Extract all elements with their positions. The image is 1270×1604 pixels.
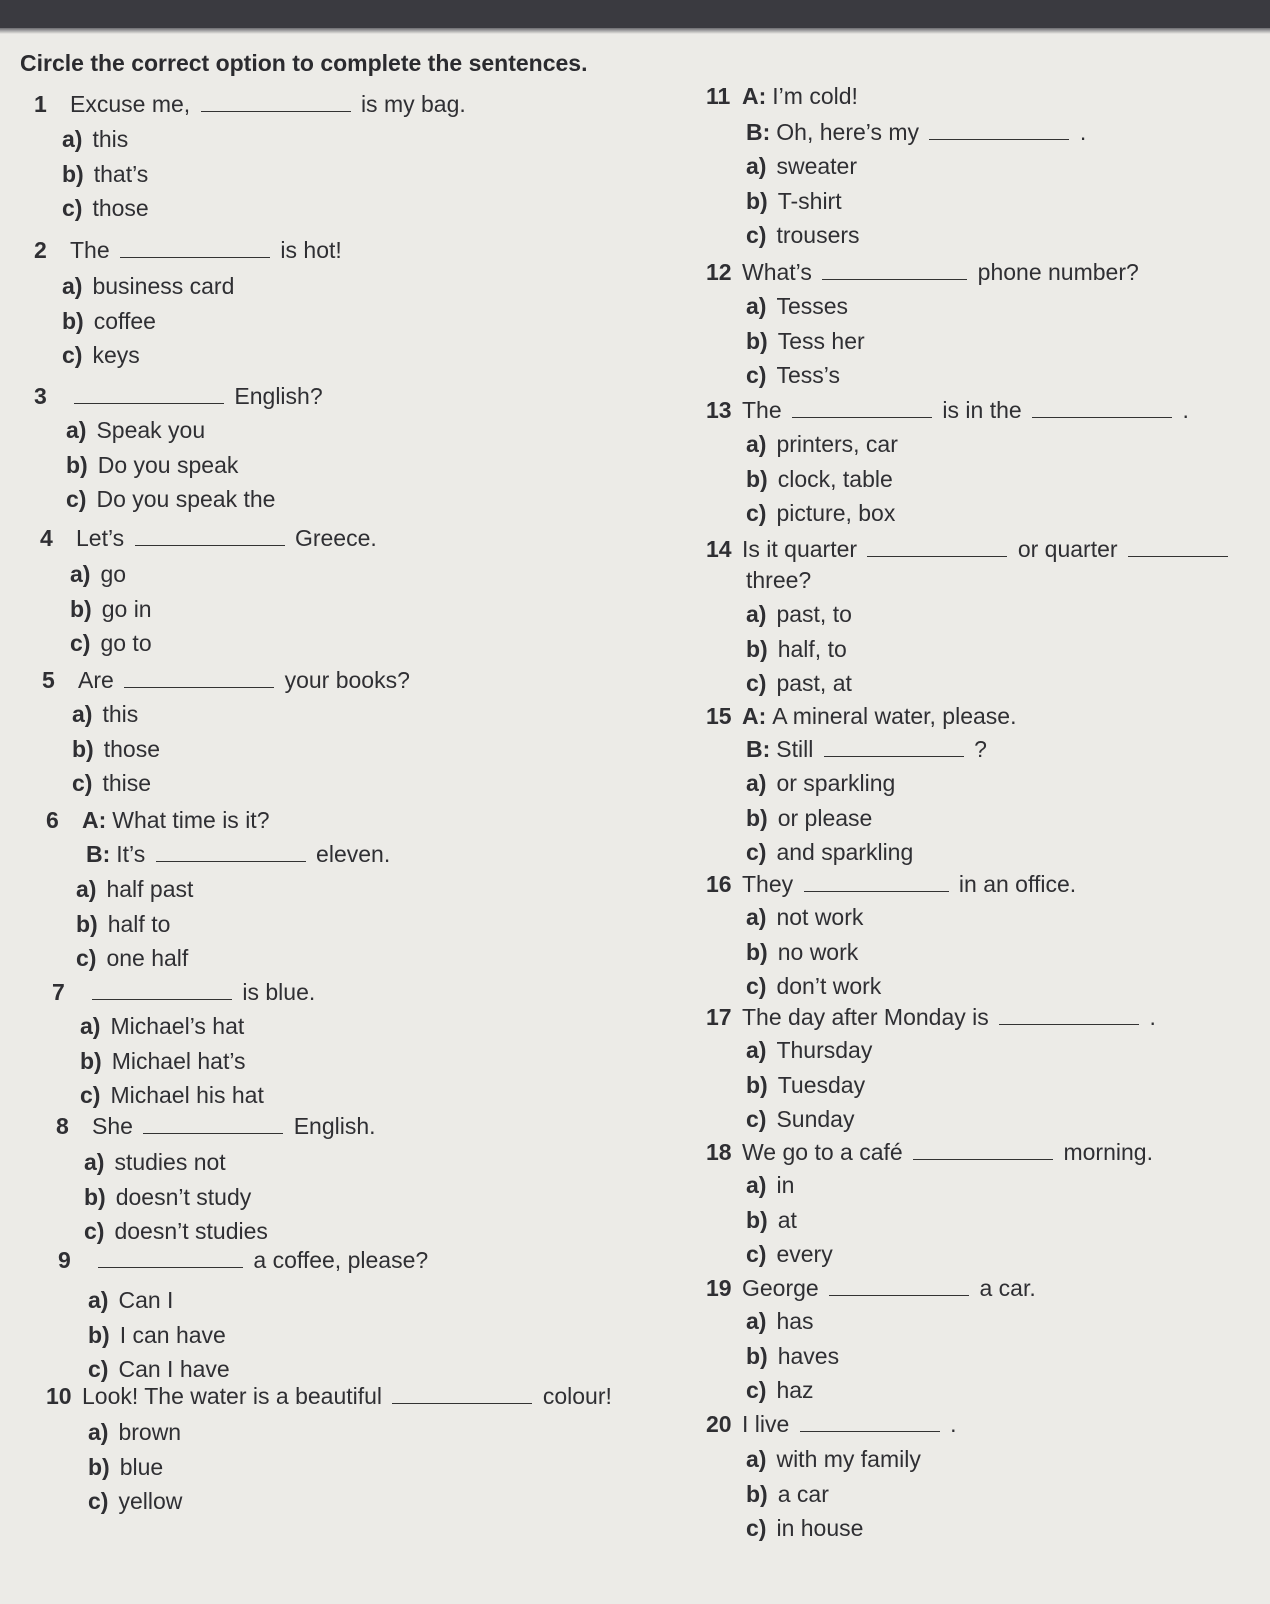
option-letter: b) [746, 1071, 768, 1098]
question-text: eleven. [316, 841, 391, 867]
option-text: Michael his hat [110, 1082, 264, 1108]
option-text: haz [776, 1377, 814, 1403]
option-text: no work [777, 938, 859, 965]
option-letter: b) [746, 635, 768, 662]
option-text: Tess’s [776, 362, 840, 388]
answer-option[interactable] [746, 903, 863, 931]
answer-option[interactable] [746, 1445, 921, 1473]
question-number: 16 [706, 871, 732, 897]
option-text: haves [777, 1342, 840, 1369]
question-line [706, 1410, 956, 1438]
answer-option[interactable] [746, 1514, 863, 1542]
option-text: I can have [119, 1321, 226, 1348]
answer-option[interactable] [70, 629, 152, 657]
option-letter: c) [66, 486, 87, 512]
option-letter: c) [746, 973, 767, 999]
answer-option[interactable] [72, 700, 138, 728]
answer-option[interactable] [62, 341, 140, 369]
option-text: that’s [93, 160, 149, 187]
question-line-2 [746, 566, 811, 594]
answer-blank[interactable] [92, 979, 232, 1000]
option-text: this [102, 701, 139, 727]
answer-blank[interactable] [792, 397, 932, 418]
option-letter: b) [746, 1480, 768, 1507]
option-letter: c) [746, 670, 767, 696]
answer-option[interactable] [746, 938, 858, 966]
option-letter: c) [72, 770, 93, 796]
option-letter: a) [746, 1446, 767, 1472]
answer-option[interactable] [746, 465, 893, 493]
answer-option[interactable] [62, 272, 234, 300]
option-text: or sparkling [776, 770, 896, 796]
speaker-label: A: [742, 703, 767, 729]
question-text: or quarter [1017, 536, 1118, 562]
option-text: brown [118, 1419, 182, 1445]
option-letter: b) [746, 187, 768, 214]
question-number: 11 [706, 83, 731, 109]
answer-option[interactable] [746, 972, 881, 1000]
question-text: phone number? [977, 259, 1139, 285]
answer-option[interactable] [66, 416, 205, 444]
option-letter: b) [62, 307, 84, 334]
answer-option[interactable] [746, 1105, 854, 1133]
question-number: 9 [58, 1247, 71, 1273]
option-text: half, to [777, 635, 847, 662]
answer-blank[interactable] [120, 237, 270, 258]
answer-option[interactable] [70, 595, 152, 623]
option-letter: a) [88, 1419, 109, 1445]
option-letter: b) [80, 1047, 102, 1074]
option-text: doesn’t studies [114, 1218, 268, 1244]
answer-blank[interactable] [156, 841, 306, 862]
answer-option[interactable] [746, 1171, 794, 1199]
speaker-label: A: [742, 83, 767, 109]
answer-blank[interactable] [867, 536, 1007, 557]
question-text: . [1079, 119, 1087, 145]
answer-blank[interactable] [74, 383, 224, 404]
question-text: Oh, here’s my [776, 119, 920, 145]
answer-option[interactable] [80, 1081, 264, 1109]
answer-option[interactable] [62, 160, 148, 188]
question-line [42, 666, 410, 694]
answer-option[interactable] [746, 221, 860, 249]
answer-option[interactable] [70, 560, 126, 588]
option-letter: c) [62, 195, 83, 221]
option-text: go to [100, 630, 152, 656]
question-line [706, 870, 1076, 898]
question-line-2 [86, 840, 390, 868]
question-number: 2 [34, 237, 47, 263]
option-text: Thursday [776, 1037, 873, 1063]
answer-option[interactable] [88, 1453, 163, 1481]
question-text: Is it quarter [742, 536, 858, 562]
option-text: has [776, 1308, 814, 1334]
option-letter: c) [746, 500, 767, 526]
question-text: The [742, 397, 782, 423]
question-text: is my bag. [360, 91, 466, 117]
question-number: 18 [706, 1139, 732, 1165]
answer-option[interactable] [746, 1240, 833, 1268]
question-number: 19 [706, 1275, 732, 1301]
option-letter: b) [746, 327, 768, 354]
option-text: trousers [776, 222, 860, 248]
option-letter: b) [746, 938, 768, 965]
speaker-label: B: [86, 841, 111, 867]
option-text: Tesses [776, 293, 849, 319]
option-text: blue [119, 1453, 164, 1480]
question-text: Look! The water is a beautiful [82, 1383, 383, 1409]
answer-option[interactable] [88, 1286, 173, 1314]
answer-option[interactable] [746, 1071, 865, 1099]
question-number: 8 [56, 1113, 69, 1139]
option-letter: a) [746, 1037, 767, 1063]
question-text: ? [974, 736, 987, 762]
option-letter: a) [84, 1149, 105, 1175]
question-number: 3 [34, 383, 47, 409]
answer-option[interactable] [746, 1036, 872, 1064]
option-text: picture, box [776, 500, 896, 526]
question-text: English? [234, 383, 323, 409]
answer-blank[interactable] [913, 1139, 1053, 1160]
question-text: Still [776, 736, 814, 762]
answer-option[interactable] [84, 1217, 268, 1245]
answer-blank[interactable] [829, 1275, 969, 1296]
option-text: past, at [776, 670, 852, 696]
question-number: 1 [34, 91, 47, 117]
question-line [34, 382, 323, 410]
question-text: They [742, 871, 794, 897]
option-letter: c) [746, 1377, 767, 1403]
option-text: studies not [114, 1149, 226, 1175]
option-text: Michael’s hat [110, 1013, 245, 1039]
question-text: English. [293, 1113, 376, 1139]
question-number: 7 [52, 979, 65, 1005]
question-number: 14 [706, 536, 732, 562]
answer-option[interactable] [62, 125, 128, 153]
option-text: those [92, 195, 149, 221]
answer-option[interactable] [76, 910, 170, 938]
question-text: . [1149, 1004, 1156, 1030]
question-text: in an office. [958, 871, 1077, 897]
answer-option[interactable] [746, 769, 895, 797]
question-line [56, 1112, 376, 1140]
answer-option[interactable] [746, 1342, 839, 1370]
answer-option[interactable] [746, 361, 840, 389]
answer-option[interactable] [746, 1206, 797, 1234]
option-text: half to [107, 910, 171, 937]
option-letter: b) [746, 1342, 768, 1369]
question-text: The day after Monday is [742, 1004, 989, 1030]
answer-option[interactable] [80, 1012, 244, 1040]
answer-blank[interactable] [1128, 536, 1228, 557]
answer-option[interactable] [746, 804, 872, 832]
question-line [706, 1138, 1153, 1166]
question-text: Excuse me, [70, 91, 191, 117]
question-text: a coffee, please? [253, 1247, 429, 1273]
speaker-label: A: [82, 807, 107, 833]
option-text: those [103, 735, 160, 762]
option-text: not work [776, 904, 864, 930]
answer-option[interactable] [746, 1376, 814, 1404]
option-letter: c) [84, 1218, 105, 1244]
option-text: clock, table [777, 465, 893, 492]
option-text: Can I have [118, 1356, 230, 1382]
question-text: . [1182, 397, 1189, 423]
option-text: Tess her [777, 327, 865, 354]
question-line [706, 702, 1016, 730]
option-text: business card [92, 273, 235, 299]
option-text: Tuesday [777, 1071, 866, 1098]
option-letter: a) [88, 1287, 109, 1313]
question-number: 10 [46, 1383, 72, 1409]
option-letter: c) [70, 630, 91, 656]
speaker-label: B: [746, 736, 771, 762]
question-line [706, 1274, 1036, 1302]
answer-option[interactable] [746, 838, 913, 866]
option-letter: c) [746, 1515, 767, 1541]
question-line [34, 90, 466, 118]
answer-blank[interactable] [135, 525, 285, 546]
option-text: go in [101, 595, 152, 622]
option-letter: b) [76, 910, 98, 937]
option-letter: a) [70, 561, 91, 587]
option-text: in house [776, 1515, 864, 1541]
answer-option[interactable] [746, 1307, 814, 1335]
option-text: T-shirt [777, 187, 842, 214]
option-letter: a) [746, 293, 767, 319]
answer-blank[interactable] [929, 119, 1069, 140]
option-text: one half [106, 945, 189, 971]
option-text: every [776, 1241, 833, 1267]
question-text: a car. [979, 1275, 1036, 1301]
option-text: Do you speak the [96, 486, 276, 512]
answer-option[interactable] [76, 944, 188, 972]
answer-blank[interactable] [824, 736, 964, 757]
answer-blank[interactable] [822, 259, 967, 280]
option-text: Speak you [96, 417, 206, 443]
answer-option[interactable] [72, 769, 151, 797]
option-letter: b) [70, 595, 92, 622]
question-text: What time is it? [112, 807, 270, 833]
option-letter: a) [62, 273, 83, 299]
answer-option[interactable] [746, 152, 857, 180]
question-line-2 [746, 735, 987, 763]
option-text: Michael hat’s [111, 1047, 246, 1074]
question-line [52, 978, 315, 1006]
answer-option[interactable] [746, 635, 847, 663]
option-letter: c) [746, 1106, 767, 1132]
answer-option[interactable] [746, 600, 852, 628]
option-text: with my family [776, 1446, 921, 1472]
option-letter: c) [88, 1356, 109, 1382]
option-letter: b) [72, 735, 94, 762]
option-text: don’t work [776, 973, 882, 999]
option-letter: b) [62, 160, 84, 187]
option-letter: a) [746, 904, 767, 930]
answer-option[interactable] [62, 307, 156, 335]
answer-option[interactable] [88, 1355, 230, 1383]
question-text: She [92, 1113, 133, 1139]
option-text: and sparkling [776, 839, 914, 865]
question-text: It’s [116, 841, 146, 867]
option-letter: c) [746, 839, 767, 865]
option-letter: a) [746, 153, 767, 179]
option-text: Do you speak [97, 451, 239, 478]
option-letter: c) [80, 1082, 101, 1108]
option-text: yellow [118, 1488, 183, 1514]
answer-option[interactable] [76, 875, 193, 903]
option-letter: a) [746, 1172, 767, 1198]
question-number: 13 [706, 397, 732, 423]
option-text: sweater [776, 153, 857, 179]
question-text: colour! [542, 1383, 612, 1409]
option-text: go [100, 561, 127, 587]
option-letter: b) [746, 804, 768, 831]
answer-option[interactable] [72, 735, 160, 763]
option-text: in [776, 1172, 795, 1198]
option-text: thise [102, 770, 152, 796]
answer-blank[interactable] [124, 667, 274, 688]
question-text: The [70, 237, 110, 263]
option-text: Can I [118, 1287, 174, 1313]
answer-option[interactable] [88, 1321, 226, 1349]
question-number: 6 [46, 807, 59, 833]
option-letter: b) [746, 465, 768, 492]
option-text: printers, car [776, 431, 898, 457]
option-text: keys [92, 342, 140, 368]
question-number: 17 [706, 1004, 732, 1030]
option-text: at [777, 1206, 797, 1233]
question-text: George [742, 1275, 819, 1301]
question-text: is in the [942, 397, 1022, 423]
option-letter: a) [72, 701, 93, 727]
answer-option[interactable] [84, 1183, 251, 1211]
instruction-heading: Circle the correct option to complete the sentences. [20, 50, 588, 76]
question-text: Are [78, 667, 114, 693]
question-number: 5 [42, 667, 55, 693]
question-line [706, 82, 858, 110]
option-letter: c) [746, 1241, 767, 1267]
question-number: 4 [40, 525, 53, 551]
option-letter: b) [66, 451, 88, 478]
answer-option[interactable] [88, 1418, 181, 1446]
question-number: 15 [706, 703, 732, 729]
option-letter: c) [62, 342, 83, 368]
question-line [58, 1246, 428, 1274]
answer-blank[interactable] [98, 1247, 243, 1268]
answer-blank[interactable] [999, 1004, 1139, 1025]
answer-option[interactable] [80, 1047, 246, 1075]
question-text: A mineral water, please. [772, 703, 1017, 729]
option-letter: a) [76, 876, 97, 902]
question-text: is blue. [242, 979, 316, 1005]
question-text: Greece. [294, 525, 377, 551]
question-text: What’s [742, 259, 812, 285]
option-letter: b) [88, 1321, 110, 1348]
question-line [34, 236, 342, 264]
answer-option[interactable] [84, 1148, 226, 1176]
question-text: your books? [284, 667, 410, 693]
answer-option[interactable] [746, 430, 898, 458]
option-letter: a) [746, 601, 767, 627]
option-letter: a) [746, 431, 767, 457]
option-text: this [92, 126, 129, 152]
question-text: I live [742, 1411, 790, 1437]
answer-option[interactable] [746, 292, 848, 320]
speaker-label: B: [746, 119, 771, 145]
question-number: 12 [706, 259, 732, 285]
answer-blank[interactable] [804, 871, 949, 892]
option-text: Sunday [776, 1106, 855, 1132]
answer-blank[interactable] [143, 1113, 283, 1134]
option-letter: a) [80, 1013, 101, 1039]
option-letter: c) [88, 1488, 109, 1514]
question-text: is hot! [280, 237, 342, 263]
option-text: doesn’t study [115, 1183, 252, 1210]
option-text: a car [777, 1480, 829, 1507]
answer-option[interactable] [746, 187, 842, 215]
answer-option[interactable] [746, 1480, 829, 1508]
question-line [46, 1382, 612, 1410]
question-line-2 [746, 118, 1086, 146]
option-text: or please [777, 804, 873, 831]
answer-option[interactable] [66, 451, 238, 479]
option-letter: a) [62, 126, 83, 152]
answer-blank[interactable] [800, 1411, 940, 1432]
answer-option[interactable] [66, 485, 275, 513]
answer-option[interactable] [88, 1487, 182, 1515]
option-text: past, to [776, 601, 852, 627]
question-text: I’m cold! [772, 83, 858, 109]
question-text: Let’s [76, 525, 125, 551]
answer-option[interactable] [746, 669, 852, 697]
answer-option[interactable] [746, 499, 895, 527]
option-letter: a) [746, 770, 767, 796]
question-text: morning. [1063, 1139, 1153, 1165]
option-letter: b) [84, 1183, 106, 1210]
option-letter: b) [746, 1206, 768, 1233]
option-letter: b) [88, 1453, 110, 1480]
option-text: coffee [93, 307, 156, 334]
question-text: . [950, 1411, 957, 1437]
option-text: half past [106, 876, 194, 902]
question-line [46, 806, 270, 834]
question-text: three? [746, 567, 812, 593]
answer-blank[interactable] [201, 91, 351, 112]
answer-blank[interactable] [392, 1383, 532, 1404]
question-text: We go to a café [742, 1139, 903, 1165]
answer-option[interactable] [746, 327, 865, 355]
option-letter: a) [746, 1308, 767, 1334]
option-letter: c) [746, 222, 767, 248]
question-number: 20 [706, 1411, 732, 1437]
answer-option[interactable] [62, 194, 149, 222]
option-letter: c) [76, 945, 97, 971]
question-line [706, 258, 1139, 286]
answer-blank[interactable] [1032, 397, 1172, 418]
option-letter: a) [66, 417, 87, 443]
question-line [40, 524, 377, 552]
question-line [706, 535, 1232, 563]
option-letter: c) [746, 362, 767, 388]
question-line [706, 396, 1189, 424]
question-line [706, 1003, 1156, 1031]
